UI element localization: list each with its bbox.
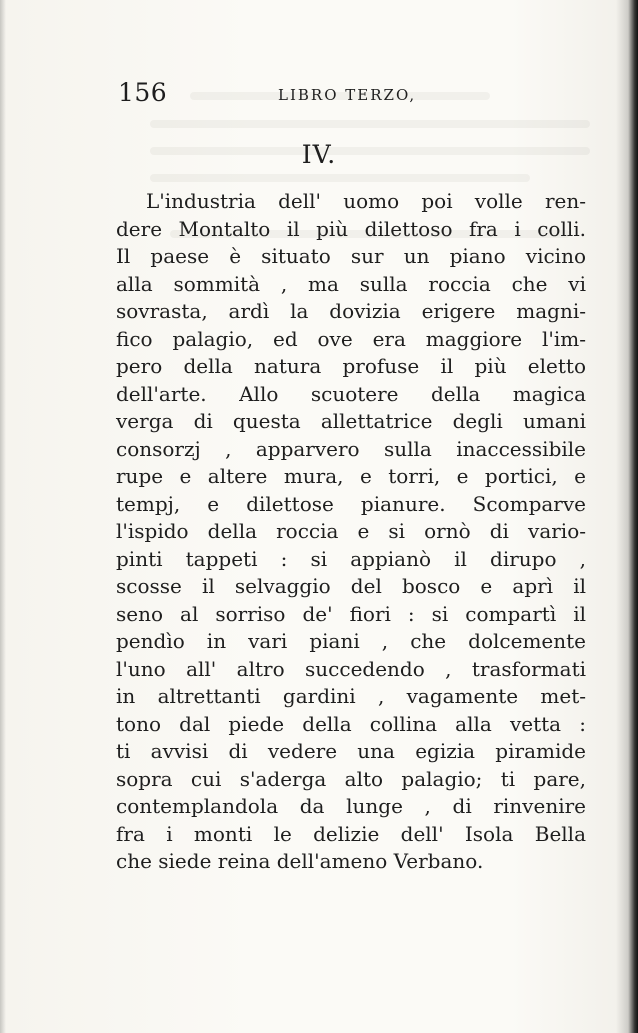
text-line: consorzj , apparvero sulla inaccessibile <box>116 436 586 461</box>
text-line: seno al sorriso de' fiori : si compartì il <box>116 601 586 626</box>
text-line: l'ispido della roccia e si ornò di vario- <box>116 519 586 543</box>
page-header <box>118 78 588 112</box>
text-line: pero della natura profuse il più eletto <box>116 354 586 378</box>
chapter-number: IV. <box>301 140 337 169</box>
text-line: ti avvisi di vedere una egizia piramide <box>116 739 586 763</box>
running-head: LIBRO TERZO, <box>278 86 417 104</box>
text-line: scosse il selvaggio del bosco e aprì il <box>116 574 586 598</box>
text-line: tempj, e dilettose pianure. Scomparve <box>116 491 586 516</box>
text-line: dere Montalto il più dilettoso fra i colli. <box>116 216 586 241</box>
text-line: fico palagio, ed ove era maggiore l'im- <box>116 326 586 351</box>
text-line: l'uno all' altro succedendo , trasformati <box>116 656 586 681</box>
text-line: sopra cui s'aderga alto palagio; ti pare, <box>116 766 586 791</box>
text-line: tono dal piede della collina alla vetta : <box>116 711 586 736</box>
text-line: che siede reina dell'ameno Verbano. <box>116 849 484 873</box>
text-line: L'industria dell' uomo poi volle ren- <box>146 189 586 213</box>
text-line: verga di questa allettatrice degli umani <box>116 409 586 433</box>
text-line: pinti tappeti : si appianò il dirupo , <box>116 546 586 571</box>
text-line: in altrettanti gardini , vagamente met- <box>116 684 586 708</box>
text-line: dell'arte. Allo scuotere della magica <box>116 381 586 406</box>
text-line: sovrasta, ardì la dovizia erigere magni- <box>116 299 586 323</box>
text-line: Il paese è situato sur un piano vicino <box>116 244 586 268</box>
text-line: pendìo in vari piani , che dolcemente <box>116 629 586 653</box>
body-paragraph <box>116 188 586 876</box>
page-number: 156 <box>118 78 168 107</box>
text-line: rupe e altere mura, e torri, e portici, e <box>116 464 586 488</box>
text-line: alla sommità , ma sulla roccia che vi <box>116 271 586 296</box>
text-line: contemplandola da lunge , di rinvenire <box>116 794 586 818</box>
text-line: fra i monti le delizie dell' Isola Bella <box>116 821 586 846</box>
